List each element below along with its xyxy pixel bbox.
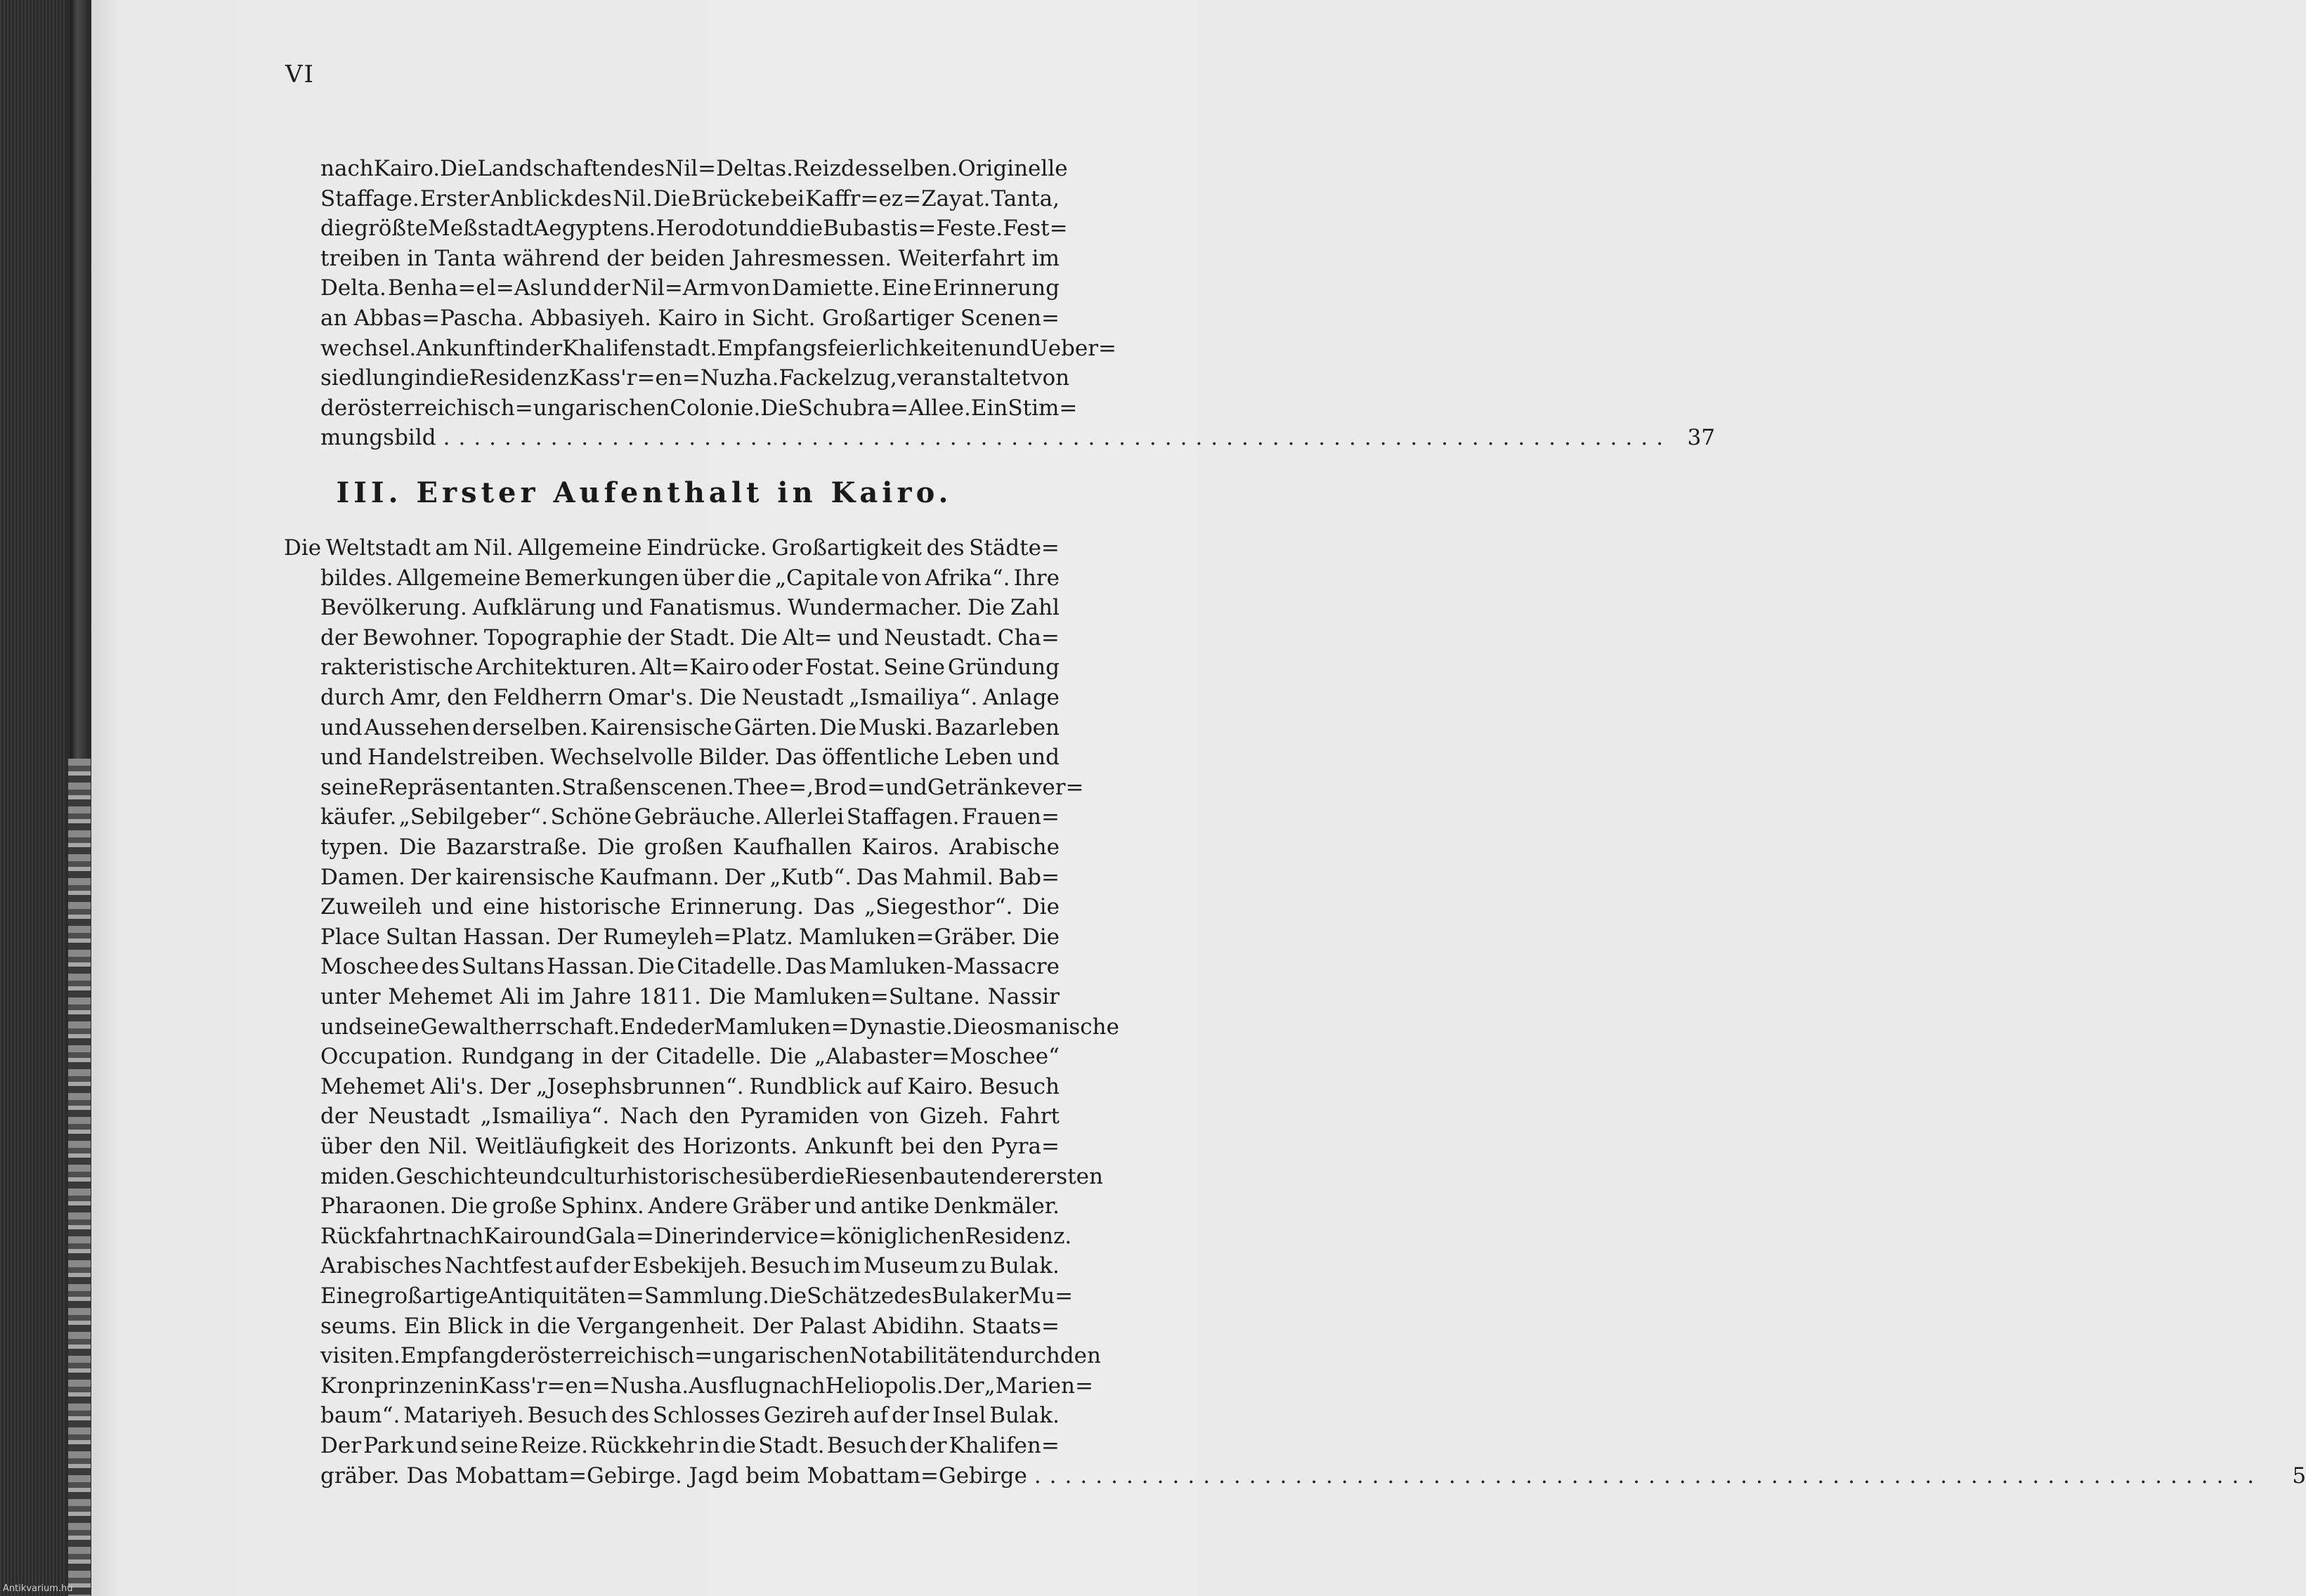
- toc-line: Staffage. Erster Anblick des Nil. Die Brücke bei Kaffr=ez=Zayat. Tanta,: [320, 185, 1060, 211]
- dot-leader: ................................................................................: [443, 425, 1672, 451]
- toc-line: der Bewohner. Topographie der Stadt. Die Alt= und Neustadt. Cha=: [320, 624, 1060, 650]
- toc-line: Der Park und seine Reize. Rückkehr in die Stadt. Besuch der Khalifen=: [320, 1433, 1060, 1458]
- toc-line: miden. Geschichte und culturhistorisches über die Riesenbauten der ersten: [320, 1163, 1103, 1189]
- chapter-heading: III. Erster Aufenthalt in Kairo.: [336, 476, 953, 509]
- toc-line: Bevölkerung. Aufklärung und Fanatismus. Wundermacher. Die Zahl: [320, 595, 1060, 621]
- toc-line: typen. Die Bazarstraße. Die großen Kaufhallen Kairos. Arabische: [320, 835, 1060, 860]
- toc-line: treiben in Tanta während der beiden Jahresmessen. Weiterfahrt im: [320, 245, 1060, 271]
- toc-line: unter Mehemet Ali im Jahre 1811. Die Mamluken=Sultane. Nassir: [320, 984, 1060, 1009]
- toc-line: Delta. Benha=el=Asl und der Nil=Arm von Damiette. Eine Erinnerung: [320, 275, 1060, 301]
- toc-line: visiten. Empfang der österreichisch=ungarischen Notabilitäten durch den: [320, 1343, 1101, 1369]
- toc-line: Occupation. Rundgang in der Citadelle. Die „Alabaster=Moschee“: [320, 1044, 1060, 1070]
- toc-line: Zuweileh und eine historische Erinnerung. Das „Siegesthor“. Die: [320, 894, 1060, 920]
- toc-line: Die Weltstadt am Nil. Allgemeine Eindrücke. Großartigkeit des Städte=: [284, 535, 1060, 561]
- page-number: VI: [285, 60, 315, 89]
- toc-line: Kronprinzen in Kass'r=en=Nusha. Ausflug nach Heliopolis. Der „Marien=: [320, 1373, 1093, 1399]
- toc-entry-last-line: [320, 1462, 2306, 1491]
- toc-line: käufer. „Sebilgeber“. Schöne Gebräuche. Allerlei Staffagen. Frauen=: [320, 804, 1060, 830]
- toc-line: mungsbild: [320, 425, 436, 451]
- dot-leader: ................................................................................: [1034, 1463, 2263, 1489]
- binding-edge: [70, 0, 89, 759]
- binding-cloth: [0, 0, 67, 1596]
- toc-line: Pharaonen. Die große Sphinx. Andere Gräber und antike Denkmäler.: [320, 1193, 1060, 1219]
- toc-line: Arabisches Nachtfest auf der Esbekijeh. Besuch im Museum zu Bulak.: [320, 1253, 1060, 1279]
- toc-line: seine Repräsentanten. Straßenscenen. Thee=, Brod= und Getränkever=: [320, 774, 1084, 800]
- toc-line: nach Kairo. Die Landschaften des Nil=Deltas. Reiz desselben. Originelle: [320, 156, 1068, 181]
- watermark: Antikvarium.hu: [3, 1583, 73, 1594]
- book-binding: [0, 0, 91, 1596]
- toc-line: der Neustadt „Ismailiya“. Nach den Pyramiden von Gizeh. Fahrt: [320, 1104, 1060, 1130]
- toc-line: und Handelstreiben. Wechselvolle Bilder. Das öffentliche Leben und: [320, 745, 1060, 771]
- toc-line: Place Sultan Hassan. Der Rumeyleh=Platz. Mamluken=Gräber. Die: [320, 924, 1060, 950]
- toc-line: über den Nil. Weitläufigkeit des Horizonts. Ankunft bei den Pyra=: [320, 1134, 1060, 1159]
- toc-line: baum“. Matariyeh. Besuch des Schlosses Gezireh auf der Insel Bulak.: [320, 1403, 1060, 1429]
- binding-ornament: [68, 759, 91, 1596]
- toc-page-ref: 37: [1687, 425, 1715, 451]
- toc-line: der österreichisch=ungarischen Colonie. Die Schubra=Allee. Ein Stim=: [320, 395, 1078, 421]
- toc-line: bildes. Allgemeine Bemerkungen über die „Capitale von Afrika“. Ihre: [320, 565, 1060, 591]
- toc-line: die größte Meßstadt Aegyptens. Herodot und die Bubastis=Feste. Fest=: [320, 216, 1068, 242]
- toc-line: gräber. Das Mobattam=Gebirge. Jagd beim Mobattam=Gebirge: [320, 1463, 1027, 1489]
- toc-line: und seine Gewaltherrschaft. Ende der Mamluken=Dynastie. Die osmanische: [320, 1014, 1119, 1040]
- toc-entry-last-line: [320, 424, 1715, 453]
- toc-line: und Aussehen derselben. Kairensische Gärten. Die Muski. Bazarleben: [320, 714, 1060, 740]
- toc-line: durch Amr, den Feldherrn Omar's. Die Neustadt „Ismailiya“. Anlage: [320, 685, 1060, 710]
- toc-page-ref: 5: [2292, 1463, 2306, 1489]
- toc-line: wechsel. Ankunft in der Khalifenstadt. Empfangsfeierlichkeiten und Ueber=: [320, 335, 1117, 361]
- toc-line: Moschee des Sultans Hassan. Die Citadelle. Das Mamluken-Massacre: [320, 954, 1060, 980]
- toc-line: an Abbas=Pascha. Abbasiyeh. Kairo in Sicht. Großartiger Scenen=: [320, 306, 1060, 331]
- toc-line: Mehemet Ali's. Der „Josephsbrunnen“. Rundblick auf Kairo. Besuch: [320, 1073, 1060, 1099]
- toc-line: siedlung in die Residenz Kass'r=en=Nuzha. Fackelzug, veranstaltet von: [320, 365, 1070, 391]
- toc-line: Eine großartige Antiquitäten=Sammlung. Die Schätze des Bulaker Mu=: [320, 1283, 1074, 1309]
- toc-line: rakteristische Architekturen. Alt=Kairo oder Fostat. Seine Gründung: [320, 655, 1060, 681]
- toc-line: seums. Ein Blick in die Vergangenheit. Der Palast Abidihn. Staats=: [320, 1313, 1060, 1339]
- toc-line: Damen. Der kairensische Kaufmann. Der „Kutb“. Das Mahmil. Bab=: [320, 864, 1060, 890]
- toc-line: Rückfahrt nach Kairo und Gala=Diner in der vice=königlichen Residenz.: [320, 1223, 1072, 1249]
